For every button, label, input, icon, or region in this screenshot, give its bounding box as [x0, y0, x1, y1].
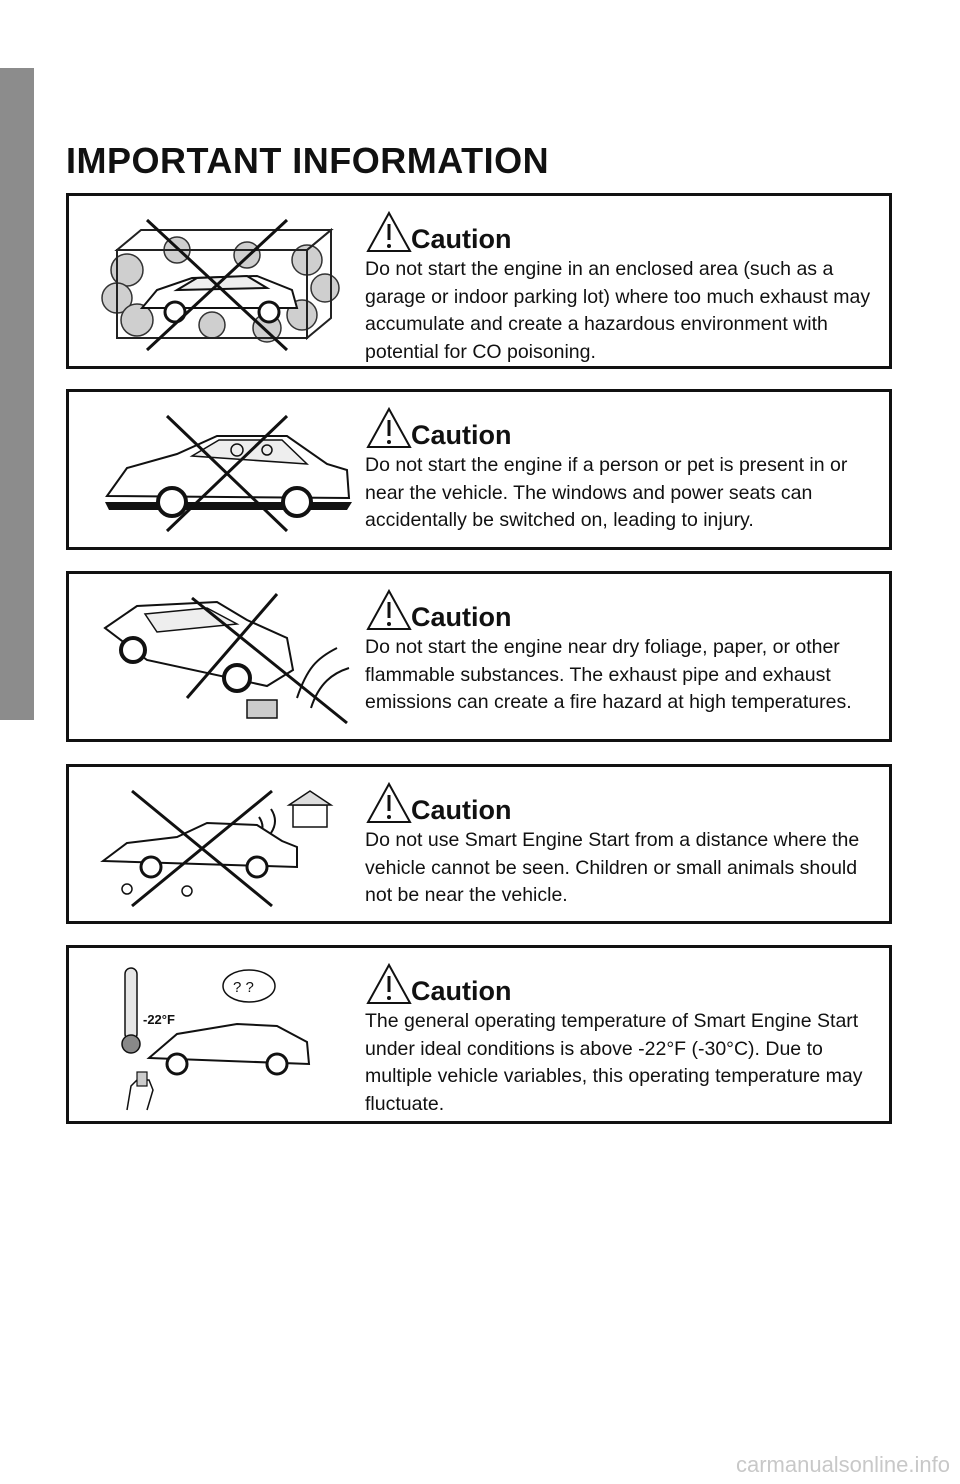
caution-text: Do not start the engine in an enclosed area (such as a garage or indoor parking lot) where too much exhaust may accumulate and create a hazardous environment with potential for CO poisoning.	[365, 258, 871, 363]
house-signal-car-crossed-icon	[97, 781, 359, 911]
warning-triangle-icon	[365, 210, 413, 254]
caution-title: Caution	[411, 602, 512, 632]
svg-text:? ?: ? ?	[233, 979, 254, 996]
caution-text: The general operating temperature of Smart Engine Start under ideal conditions is above -22°F (-30°C). Due to multiple vehicle variables, this operating temperature may fluctuate.	[365, 1010, 863, 1115]
caution-text: Do not start the engine near dry foliage, paper, or other flammable substances. The exhaust pipe and exhaust emissions can create a fire hazard at high temperatures.	[365, 636, 852, 713]
warning-triangle-icon	[365, 588, 413, 632]
warning-triangle-icon	[365, 406, 413, 450]
caution-title: Caution	[411, 224, 512, 254]
caution-heading	[365, 962, 512, 1006]
flammable-illustration	[97, 588, 359, 728]
caution-heading	[365, 210, 512, 254]
temperature-illustration	[97, 962, 359, 1112]
caution-title: Caution	[411, 420, 512, 450]
warning-triangle-icon	[365, 962, 413, 1006]
caution-box-enclosed-area	[66, 193, 892, 369]
garage-car-crossed-icon	[97, 210, 359, 356]
caution-box-person-or-pet	[66, 389, 892, 550]
thermometer-label: -22°F	[143, 1012, 175, 1027]
watermark: carmanualsonline.info	[735, 1452, 950, 1477]
caution-title: Caution	[411, 976, 512, 1006]
car-occupants-crossed-icon	[97, 406, 359, 536]
thermometer-car-remote-icon	[97, 962, 359, 1112]
caution-heading	[365, 588, 512, 632]
caution-heading	[365, 406, 512, 450]
side-tab	[0, 68, 34, 720]
garage-exhaust-illustration	[97, 210, 359, 356]
car-foliage-crossed-icon	[97, 588, 359, 728]
person-pet-illustration	[97, 406, 359, 536]
warning-triangle-icon	[365, 781, 413, 825]
page-title: IMPORTANT INFORMATION	[66, 140, 550, 181]
caution-text: Do not use Smart Engine Start from a distance where the vehicle cannot be seen. Children or small animals should not be near the vehicle.	[365, 829, 860, 906]
caution-box-remote-distance	[66, 764, 892, 924]
caution-text: Do not start the engine if a person or pet is present in or near the vehicle. The windows and power seats can accidentally be switched on, leading to injury.	[365, 454, 848, 531]
caution-box-flammable	[66, 571, 892, 742]
remote-distance-illustration	[97, 781, 359, 911]
caution-box-temperature	[66, 945, 892, 1124]
caution-title: Caution	[411, 795, 512, 825]
caution-heading	[365, 781, 512, 825]
